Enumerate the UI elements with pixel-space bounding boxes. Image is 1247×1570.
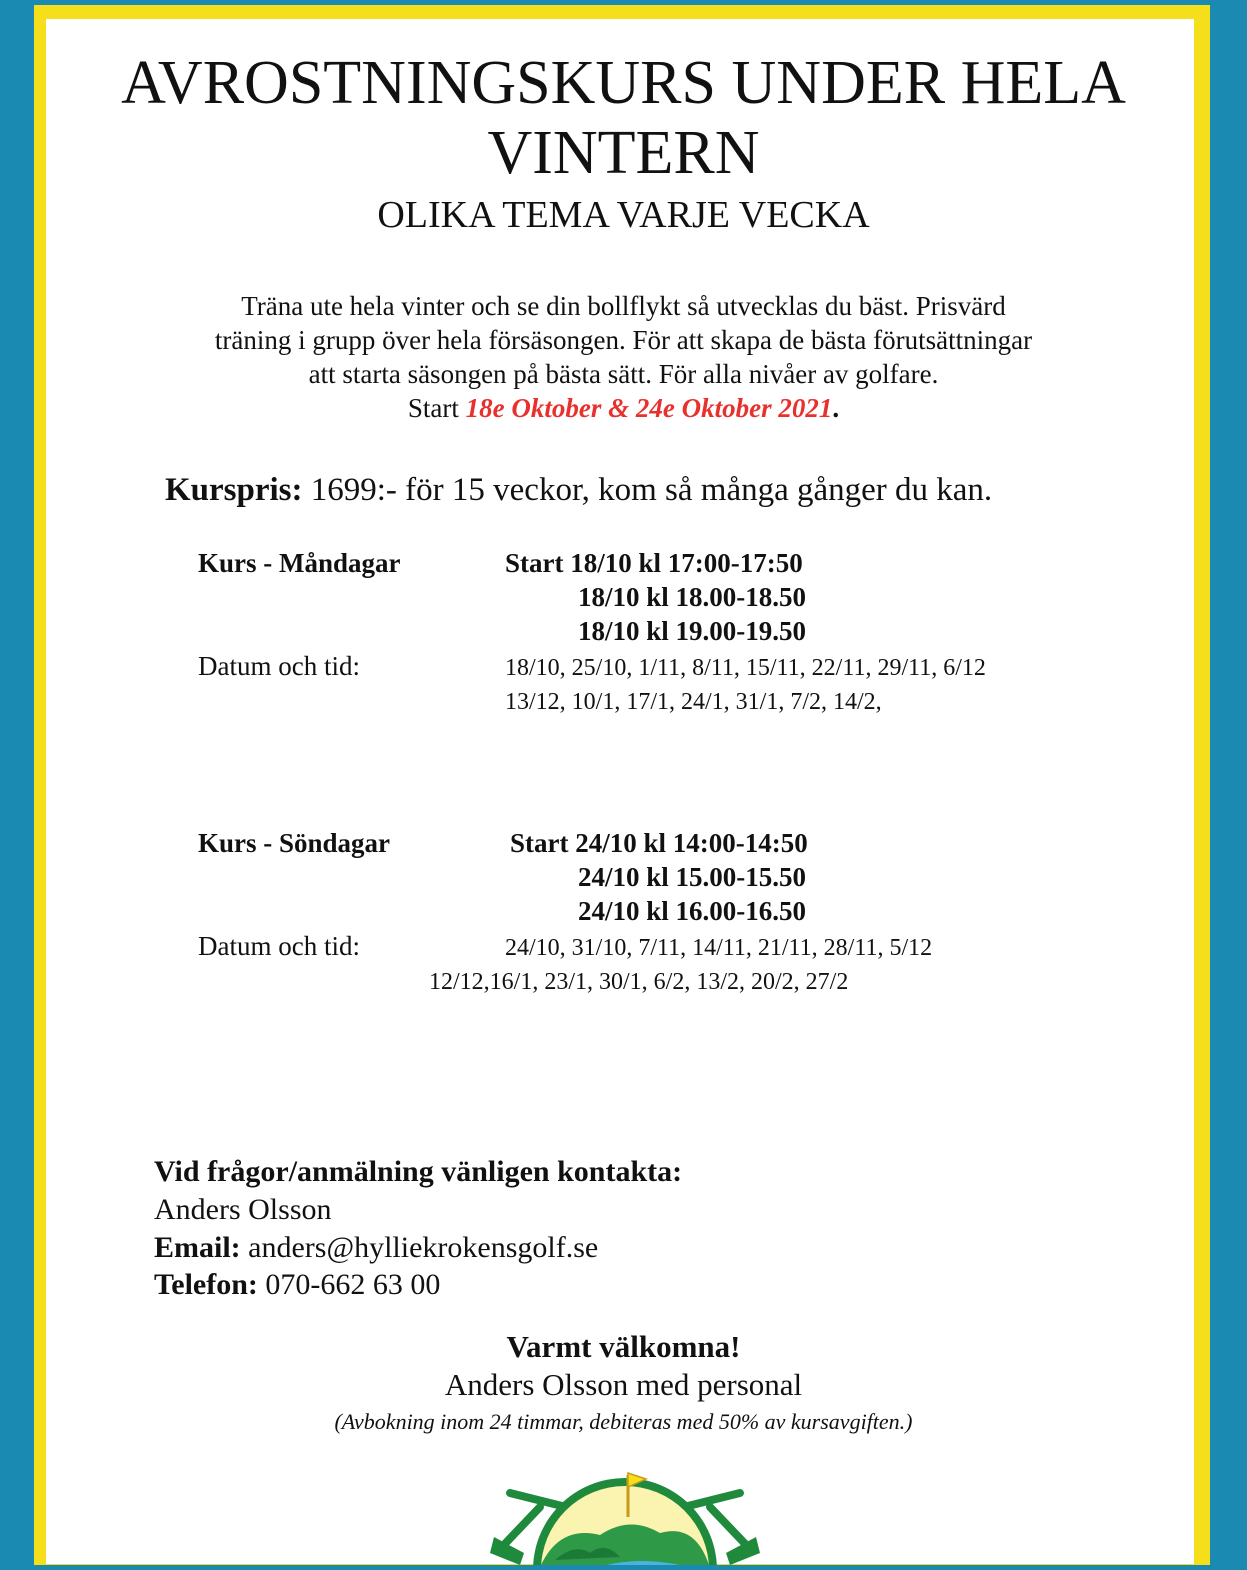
intro-line-1: Träna ute hela vinter och se din bollflykt så utvecklas du bäst. Prisvärd [241,291,1006,321]
intro-start-line [0,391,1247,425]
sunday-time-1: Start 24/10 kl 14:00-14:50 [510,828,808,858]
price-text: 1699:- för 15 veckor, kom så många gånger du kan. [310,472,993,508]
sunday-date-label: Datum och tid: [198,931,360,961]
intro-line-3: att starta säsongen på bästa sätt. För alla nivåer av golfare. [308,359,939,389]
monday-time-1: Start 18/10 kl 17:00-17:50 [505,548,803,578]
email-label: Email: [154,1231,241,1264]
staff-signature: Anders Olsson med personal [444,1367,803,1402]
start-dates: 18e Oktober & 24e Oktober 2021 [465,393,833,423]
start-period: . [832,393,840,423]
title-line-2: VINTERN [487,119,760,187]
page-subtitle: OLIKA TEMA VARJE VECKA [377,194,870,236]
intro-line-2: träning i grupp över hela försäsongen. För att skapa de bästa förutsättningar [214,325,1033,355]
monday-date-label: Datum och tid: [198,651,360,681]
phone-label: Telefon: [154,1268,258,1301]
monday-dates-line-2: 13/12, 10/1, 17/1, 24/1, 31/1, 7/2, 14/2, [505,689,882,715]
phone-number: 070-662 63 00 [265,1268,441,1301]
sunday-dates-line-2: 12/12,16/1, 23/1, 30/1, 6/2, 13/2, 20/2, 27/2 [429,969,849,995]
contact-name: Anders Olsson [154,1193,332,1226]
course-price [165,472,992,509]
start-label: Start [407,393,459,423]
sunday-time-2: 24/10 kl 15.00-15.50 [578,862,807,892]
monday-time-3: 18/10 kl 19.00-19.50 [578,616,807,646]
monday-dates-line-1: 18/10, 25/10, 1/11, 8/11, 15/11, 22/11, 29/11, 6/12 [505,655,986,681]
welcome-text: Varmt välkomna! [506,1329,741,1364]
sunday-heading: Kurs - Söndagar [198,828,391,858]
contact-email-row [154,1231,598,1265]
contact-phone-row [154,1268,440,1302]
cancellation-note: (Avbokning inom 24 timmar, debiteras med 50% av kursavgiften.) [334,1409,913,1434]
page-title [0,48,1247,188]
golf-club-logo-icon [480,1465,770,1570]
price-label: Kurspris: [165,472,303,508]
monday-time-2: 18/10 kl 18.00-18.50 [578,582,807,612]
sunday-time-3: 24/10 kl 16.00-16.50 [578,896,807,926]
title-line-1: AVROSTNINGSKURS UNDER HELA [121,49,1126,117]
contact-heading: Vid frågor/anmälning vänligen kontakta: [154,1155,683,1188]
monday-heading: Kurs - Måndagar [198,548,401,578]
intro-paragraph [0,289,1247,425]
sunday-dates-line-1: 24/10, 31/10, 7/11, 14/11, 21/11, 28/11, 5/12 [505,935,933,961]
email-link[interactable]: anders@hylliekrokensgolf.se [248,1231,599,1264]
